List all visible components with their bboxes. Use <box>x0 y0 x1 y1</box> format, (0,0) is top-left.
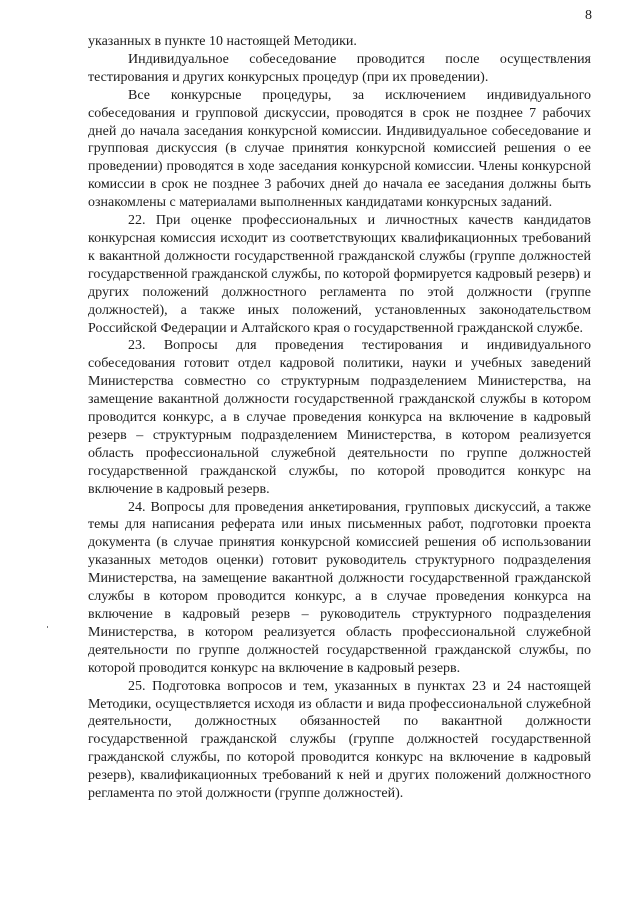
paragraph-interview-timing: Индивидуальное собеседование проводится после осуществления тестирования и других конкурсных процедур (при их проведении). <box>88 51 591 85</box>
paragraph-item-25: 25. Подготовка вопросов и тем, указанных в пунктах 23 и 24 настоящей Методики, осуществляется исходя из области и вида профессиональной служебной деятельности, должностных обязанностей по вакантной должности государственной гражданской службы (группе должностей государственной гражданской службы, по которой проводится конкурс на включение в кадровый резерв), квалификационных требований к ней и других положений должностного регламента по этой должности (группе должностей). <box>88 678 591 802</box>
paragraph-item-24: 24. Вопросы для проведения анкетирования, групповых дискуссий, а также темы для написания реферата или иных письменных работ, подготовки проекта документа (в случае принятия конкурсной комиссией решения об использовании указанных методов оценки) готовит руководитель структурного подразделения Министерства, на замещение вакантной должности государственной гражданской службы в котором проводится конкурс, а в случае проведения конкурса на включение в кадровый резерв – руководитель структурного подразделения Министерства, в котором реализуется область профессиональной служебной деятельности по группе должностей государственной гражданской службы, по которой проводится конкурс на включение в кадровый резерв. <box>88 499 591 676</box>
paragraph-item-22: 22. При оценке профессиональных и личностных качеств кандидатов конкурсная комиссия исходит из соответствующих квалификационных требований к вакантной должности государственной гражданской службы (группе должностей государственной гражданской службы, по которой формируется кадровый резерв) и других положений должностного регламента по этой должности (группе должностей), а также иных положений, установленных законодательством Российской Федерации и Алтайского края о государственной гражданской службе. <box>88 213 591 336</box>
page-number: 8 <box>585 8 592 23</box>
paragraph-item-23: 23. Вопросы для проведения тестирования и индивидуального собеседования готовит отдел кадровой политики, науки и учебных заведений Министерства совместно со структурным подразделением Министерства, на замещение вакантной должности государственной гражданской службы в котором проводится конкурс, а в случае проведения конкурса на включение в кадровый резерв – структурным подразделением Министерства, в котором реализуется область профессиональной служебной деятельности по группе должностей государственной гражданской службы, по которой проводится конкурс на включение в кадровый резерв. <box>88 338 591 497</box>
paragraph-continuation: указанных в пункте 10 настоящей Методики. <box>88 34 357 49</box>
scan-speck <box>47 626 48 628</box>
paragraph-procedures-deadline: Все конкурсные процедуры, за исключением индивидуального собеседования и групповой дискуссии, проводятся в срок не позднее 7 рабочих дней до начала заседания конкурсной комиссии. Индивидуальное собеседование и групповая дискуссия (в случае принятия конкурсной комиссией решения о ее проведении) проводятся в ходе заседания конкурсной комиссии. Члены конкурсной комиссии в срок не позднее 3 рабочих дней до начала ее заседания должны быть ознакомлены с материалами выполненных кандидатами конкурсных заданий. <box>88 87 591 211</box>
document-body <box>88 33 591 803</box>
